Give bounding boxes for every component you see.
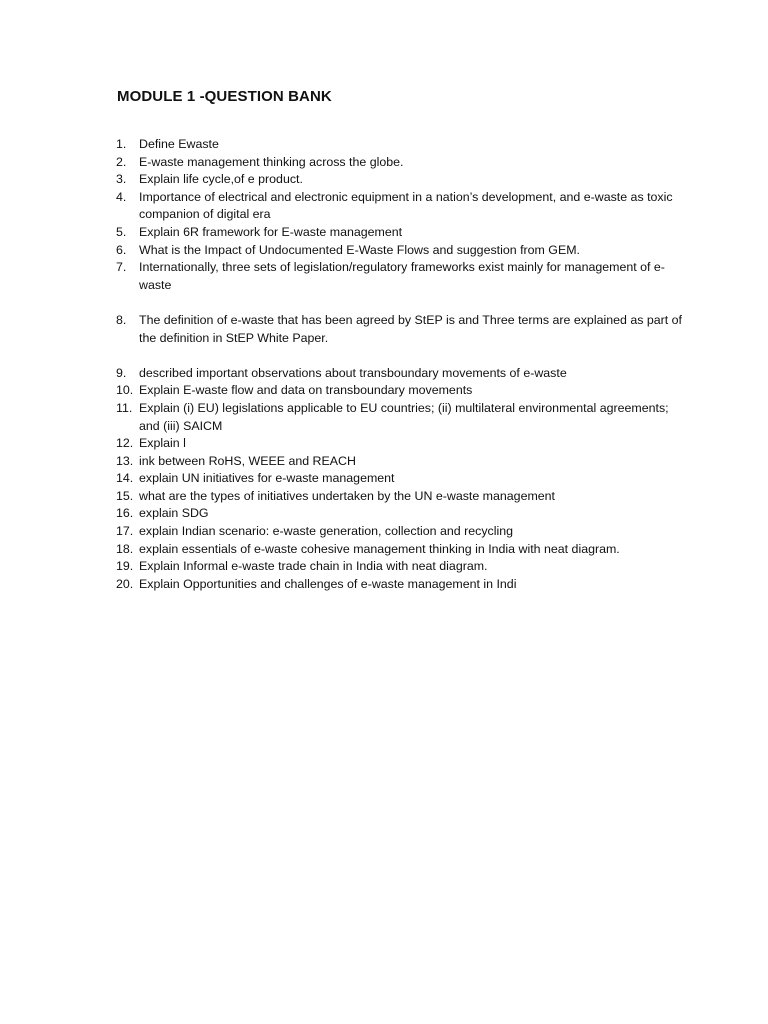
item-text: ink between RoHS, WEEE and REACH xyxy=(139,453,356,468)
item-text: Explain l xyxy=(139,436,186,451)
item-number: 19. xyxy=(116,559,134,574)
list-item xyxy=(116,382,686,400)
list-item xyxy=(116,189,686,224)
item-text: Explain Informal e-waste trade chain in India with neat diagram. xyxy=(139,559,488,574)
item-number: 13. xyxy=(116,453,134,468)
item-text: explain UN initiatives for e-waste management xyxy=(139,471,395,486)
item-text: Explain E-waste flow and data on transboundary movements xyxy=(139,383,473,398)
list-item xyxy=(116,154,686,172)
item-text: Define Ewaste xyxy=(139,137,219,151)
list-item xyxy=(116,488,686,506)
page-title: MODULE 1 -QUESTION BANK xyxy=(117,88,332,105)
item-text: what are the types of initiatives undertaken by the UN e-waste management xyxy=(139,488,555,503)
list-item xyxy=(116,224,686,242)
item-number: 18. xyxy=(116,541,134,556)
item-text: described important observations about transboundary movements of e-waste xyxy=(139,365,567,380)
item-number: 4. xyxy=(116,189,127,204)
item-text: E-waste management thinking across the globe. xyxy=(139,154,404,169)
item-number: 2. xyxy=(116,154,127,169)
item-text: Explain life cycle,of e product. xyxy=(139,172,303,187)
item-text: Explain (i) EU) legislations applicable to EU countries; (ii) multilateral environmental agreements; and (iii) SAICM xyxy=(139,400,669,433)
item-text: What is the Impact of Undocumented E-Waste Flows and suggestion from GEM. xyxy=(139,242,580,257)
list-item xyxy=(116,171,686,189)
item-number: 12. xyxy=(116,436,134,451)
item-number: 3. xyxy=(116,172,127,187)
list-item xyxy=(116,365,686,383)
list-item xyxy=(116,453,686,471)
item-text: Explain Opportunities and challenges of e-waste management in Indi xyxy=(139,576,517,591)
item-text: The definition of e-waste that has been agreed by StEP is and Three terms are explained as part of the definition in StEP White Paper. xyxy=(139,312,682,345)
list-item xyxy=(116,576,686,594)
item-text: Internationally, three sets of legislation/regulatory frameworks exist mainly for management of e-waste xyxy=(139,260,665,292)
item-number: 5. xyxy=(116,224,127,239)
item-number: 9. xyxy=(116,365,127,380)
list-item xyxy=(116,312,686,347)
item-text: Explain 6R framework for E-waste management xyxy=(139,224,403,239)
list-item xyxy=(116,242,686,260)
item-number: 1. xyxy=(116,137,127,151)
item-number: 8. xyxy=(116,312,127,327)
item-number: 6. xyxy=(116,242,127,257)
list-item xyxy=(116,136,686,154)
list-item xyxy=(116,523,686,541)
item-text: explain SDG xyxy=(139,506,209,521)
list-item xyxy=(116,505,686,523)
list-item xyxy=(116,400,686,435)
item-number: 14. xyxy=(116,471,134,486)
item-number: 11. xyxy=(116,400,133,415)
item-number: 20. xyxy=(116,576,134,591)
list-item xyxy=(116,435,686,453)
item-number: 7. xyxy=(116,260,127,275)
list-item xyxy=(116,470,686,488)
list-item xyxy=(116,541,686,559)
item-text: explain essentials of e-waste cohesive management thinking in India with neat diagram. xyxy=(139,541,620,556)
item-number: 10. xyxy=(116,383,134,398)
item-number: 16. xyxy=(116,506,134,521)
item-number: 17. xyxy=(116,524,134,539)
question-list xyxy=(116,136,686,593)
list-item xyxy=(116,558,686,576)
item-text: explain Indian scenario: e-waste generation, collection and recycling xyxy=(139,524,514,539)
item-number: 15. xyxy=(116,488,134,503)
item-text: Importance of electrical and electronic equipment in a nation’s development, and e-waste as toxic companion of digital era xyxy=(139,189,673,222)
list-item xyxy=(116,259,686,294)
